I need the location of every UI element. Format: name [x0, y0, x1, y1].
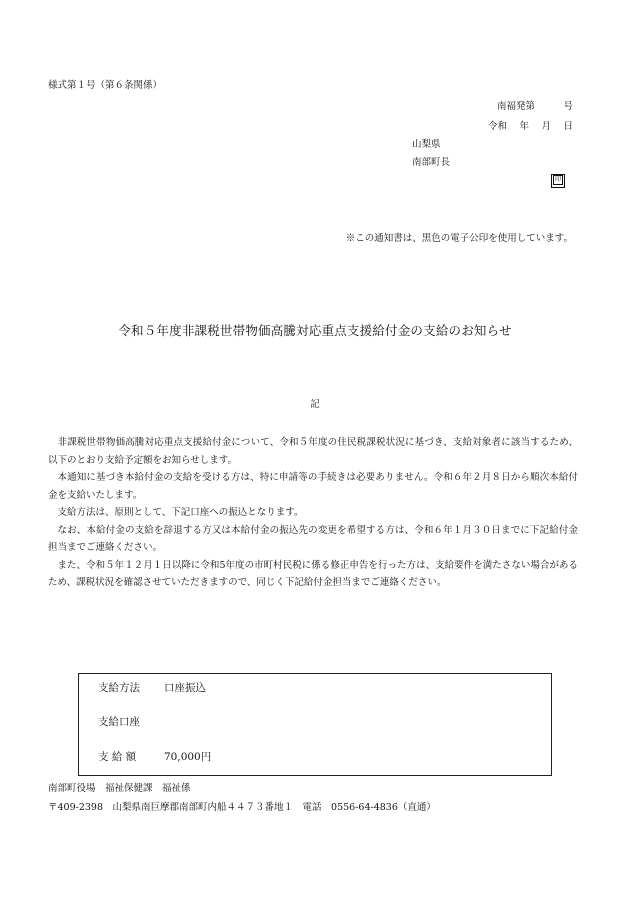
- paragraph: また、令和５年１２月１日以降に令和5年度の市町村民税に係る修正申告を行った方は、支給要件を満たさない場合があるため、課税状況を確認させていただきますので、同じく下記給付金担当までご連絡ください。: [48, 559, 578, 588]
- paragraph: 支給方法は、原則として、下記口座への振込となります。: [57, 507, 304, 518]
- payment-method-value: 口座振込: [164, 682, 206, 694]
- electronic-stamp-notice: ※この通知書は、黒色の電子公印を使用しています。: [345, 233, 573, 244]
- contact-address: 〒409-2398 山梨県南巨摩郡南部町内船４４７３番地１ 電話 0556-64-4836（直通）: [48, 802, 436, 813]
- payment-amount-label: 支 給 額: [98, 751, 137, 763]
- paragraph: 本通知に基づき本給付金の支給を受ける方は、特に申請等の手続きは必要ありません。令和６年２月８日から順次本給付金を支給いたします。: [48, 472, 578, 501]
- seal-char: 印: [554, 175, 561, 183]
- form-label: 様式第１号（第６条関係）: [48, 80, 163, 91]
- paragraph: 非課税世帯物価高騰対応重点支援給付金について、令和５年度の住民税課税状況に基づき、支給対象者に該当するため、以下のとおり支給予定額をお知らせします。: [48, 437, 578, 466]
- payment-method-row: [98, 682, 206, 696]
- document-number: 南福発第 号: [496, 101, 573, 112]
- payment-account-label: 支給口座: [98, 716, 140, 728]
- ki-label: 記: [310, 399, 320, 410]
- payment-amount-value: 70,000円: [164, 751, 212, 763]
- body-text: [48, 434, 578, 592]
- payment-info-box: [78, 673, 552, 776]
- payment-amount-row: [98, 751, 211, 765]
- document-date: 令和 年 月 日: [487, 121, 573, 132]
- document-title: 令和５年度非課税世帯物価高騰対応重点支援給付金の支給のお知らせ: [118, 323, 512, 338]
- payment-account-row: [98, 716, 164, 730]
- issuer-prefecture: 山梨県: [412, 139, 441, 150]
- paragraph: なお、本給付金の支給を辞退する方又は本給付金の振込先の変更を希望する方は、令和６年１月３０日までに下記給付金担当までご連絡ください。: [48, 524, 578, 553]
- payment-method-label: 支給方法: [98, 682, 140, 694]
- official-seal-icon: [551, 174, 565, 188]
- contact-office: 南部町役場 福祉保健課 福祉係: [48, 783, 191, 794]
- issuer-title: 南部町長: [412, 157, 451, 168]
